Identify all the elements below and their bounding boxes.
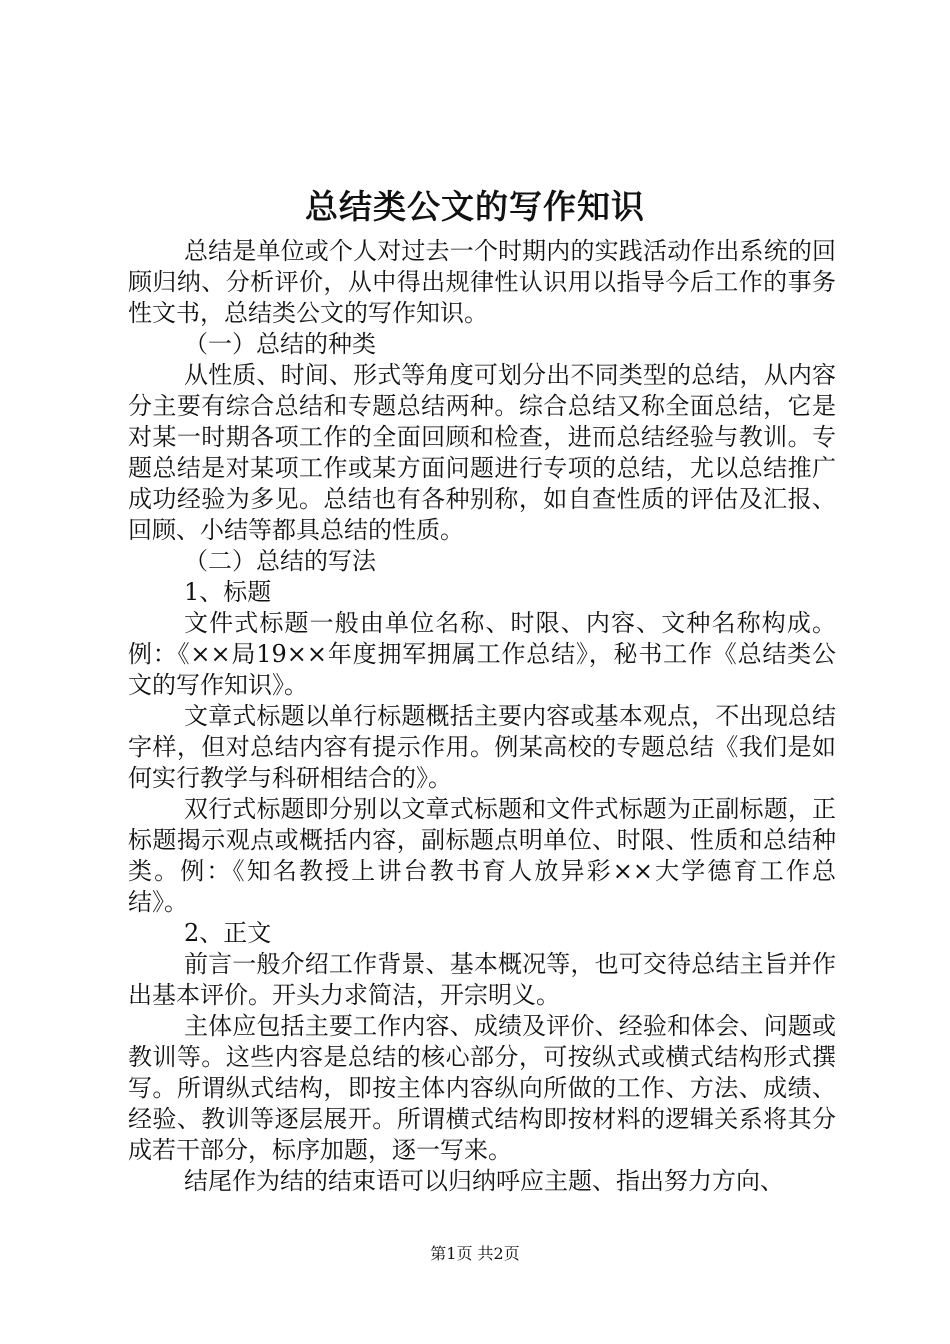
section-heading-writing: （二）总结的写法 — [184, 547, 376, 575]
subheading-body: 2、正文 — [184, 919, 272, 947]
paragraph-article-title: 文章式标题以单行标题概括主要内容或基本观点，不出现总结字样，但对总结内容有提示作用。例某高校的专题总结《我们是如何实行教学与科研相结合的》。 — [128, 702, 836, 792]
document-body — [128, 236, 836, 1197]
paragraph-ending: 结尾作为结的结束语可以归纳呼应主题、指出努力方向、 — [184, 1167, 784, 1195]
paragraph-preface: 前言一般介绍工作背景、基本概况等，也可交待总结主旨并作出基本评价。开头力求简洁，开宗明义。 — [128, 950, 836, 1009]
section-heading-types: （一）总结的种类 — [184, 330, 376, 358]
paragraph-main-body: 主体应包括主要工作内容、成绩及评价、经验和体会、问题或教训等。这些内容是总结的核心部分，可按纵式或横式结构形式撰写。所谓纵式结构，即按主体内容纵向所做的工作、方法、成绩、经验、教训等逐层展开。所谓横式结构即按材料的逻辑关系将其分成若干部分，标序加题，逐一写来。 — [128, 1012, 836, 1164]
paragraph-double-title: 双行式标题即分别以文章式标题和文件式标题为正副标题，正标题揭示观点或概括内容，副标题点明单位、时限、性质和总结种类。例：《知名教授上讲台教书育人放异彩××大学德育工作总结》。 — [128, 795, 836, 916]
document-title: 总结类公文的写作知识 — [305, 187, 645, 226]
paragraph-file-title: 文件式标题一般由单位名称、时限、内容、文种名称构成。例：《××局19××年度拥军拥属工作总结》，秘书工作《总结类公文的写作知识》。 — [128, 609, 836, 699]
subheading-title: 1、标题 — [184, 578, 272, 606]
page-number-footer: 第1页 共2页 — [430, 1244, 520, 1263]
paragraph-types: 从性质、时间、形式等角度可划分出不同类型的总结，从内容分主要有综合总结和专题总结两种。综合总结又称全面总结，它是对某一时期各项工作的全面回顾和检查，进而总结经验与教训。专题总结是对某项工作或某方面问题进行专项的总结，尤以总结推广成功经验为多见。总结也有各种别称，如自查性质的评估及汇报、回顾、小结等都具总结的性质。 — [128, 361, 836, 544]
paragraph-intro: 总结是单位或个人对过去一个时期内的实践活动作出系统的回顾归纳、分析评价，从中得出规律性认识用以指导今后工作的事务性文书，总结类公文的写作知识。 — [128, 237, 836, 327]
